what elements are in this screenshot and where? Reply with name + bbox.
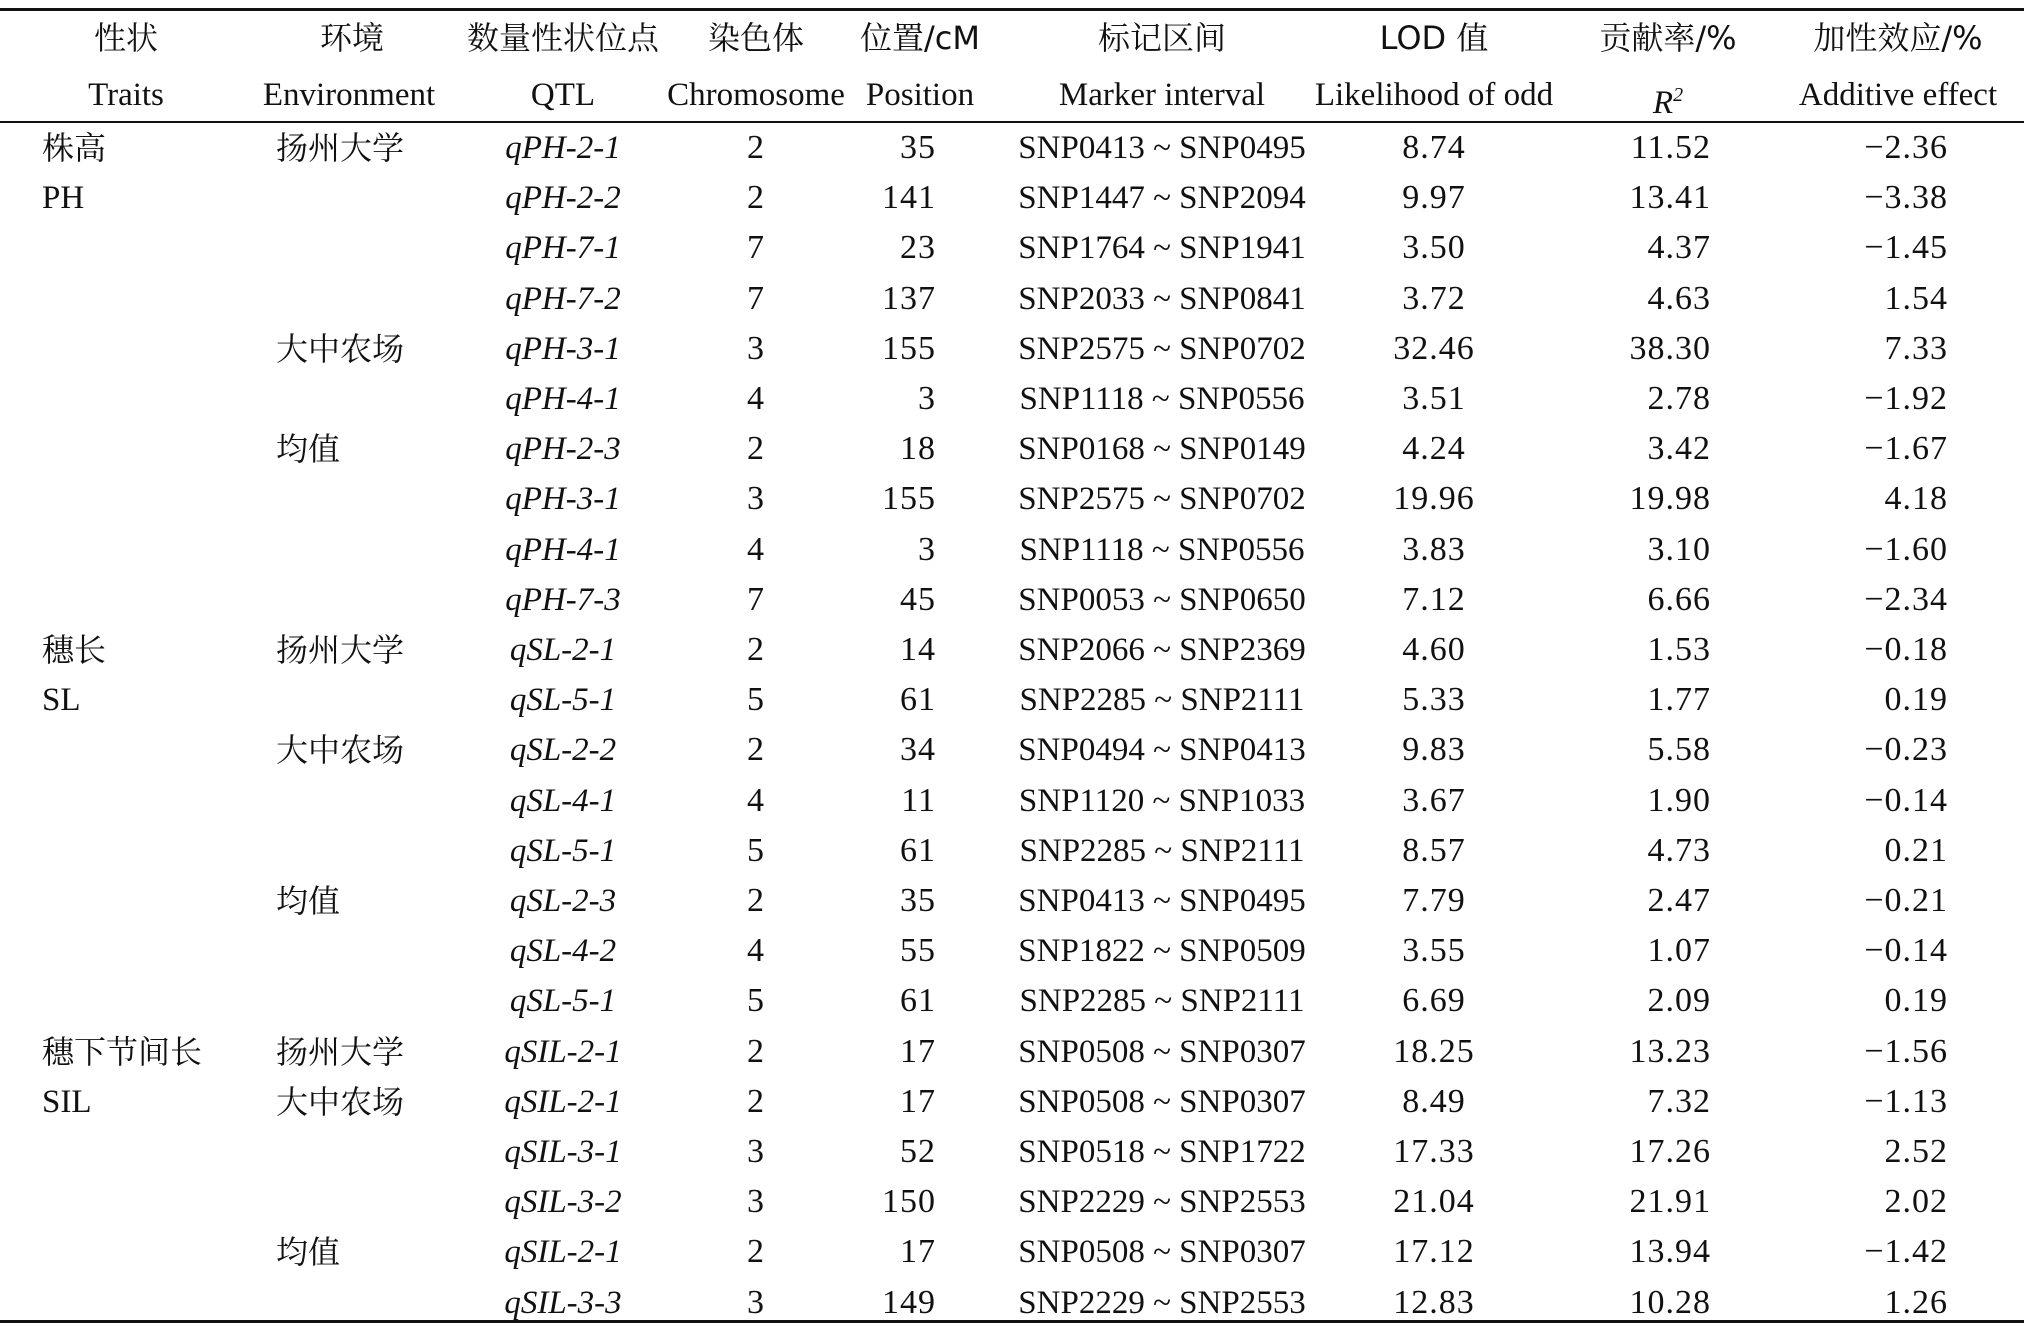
cell-marker: SNP0413 ~ SNP0495 [1018,130,1306,166]
header-chromosome-zh: 染色体 [707,19,805,57]
cell-lod: 4.60 [1402,631,1466,668]
cell-lod: 3.51 [1402,380,1466,417]
cell-qtl: qSL-2-3 [509,883,617,919]
cell-marker: SNP0494 ~ SNP0413 [1018,732,1306,768]
cell-position: 45 [900,581,936,618]
cell-r2: 21.91 [1629,1183,1711,1220]
header-r2-symbol: R [1652,85,1674,121]
cell-qtl: qPH-3-1 [505,481,621,517]
cell-additive: −1.45 [1864,229,1948,266]
cell-qtl: qPH-4-1 [505,532,621,568]
cell-additive: −1.67 [1864,430,1948,467]
cell-trait-abbr: PH [42,180,85,216]
cell-r2: 10.28 [1629,1284,1711,1321]
cell-additive: 2.52 [1884,1133,1948,1170]
cell-position: 155 [882,480,936,517]
cell-trait-abbr: SL [42,682,81,718]
cell-r2: 1.90 [1647,782,1711,819]
cell-chromosome: 5 [747,982,765,1019]
cell-lod: 3.72 [1402,280,1466,317]
cell-lod: 3.50 [1402,229,1466,266]
header-r2-zh: 贡献率/% [1599,19,1737,57]
cell-position: 61 [900,681,936,718]
cell-r2: 13.23 [1629,1033,1711,1070]
cell-chromosome: 2 [747,631,765,668]
header-environment-en: Environment [262,77,436,113]
cell-r2: 2.78 [1647,380,1711,417]
cell-marker: SNP2229 ~ SNP2553 [1018,1285,1306,1321]
header-qtl-zh: 数量性状位点 [466,19,660,57]
cell-r2: 11.52 [1630,129,1711,166]
header-r2-en [1653,70,1683,120]
cell-r2: 1.53 [1647,631,1711,668]
cell-qtl: qSL-5-1 [509,833,617,869]
cell-r2: 3.42 [1647,430,1711,467]
cell-r2: 19.98 [1629,480,1711,517]
cell-additive: 7.33 [1884,330,1948,367]
cell-position: 61 [900,832,936,869]
cell-qtl: qPH-7-3 [505,582,621,618]
cell-chromosome: 2 [747,1033,765,1070]
cell-qtl: qSIL-3-2 [504,1184,622,1220]
cell-r2: 6.66 [1647,581,1711,618]
cell-environment: 大中农场 [276,330,405,368]
cell-chromosome: 7 [747,229,765,266]
cell-additive: −1.42 [1864,1233,1948,1270]
cell-additive: −0.14 [1864,932,1948,969]
cell-qtl: qPH-7-1 [505,230,621,266]
cell-marker: SNP0508 ~ SNP0307 [1018,1084,1306,1120]
cell-position: 34 [900,731,936,768]
header-position-zh: 位置/cM [860,19,980,57]
cell-r2: 13.94 [1629,1233,1711,1270]
table-bottom-rule [0,1320,2024,1323]
cell-qtl: qSL-4-1 [509,783,617,819]
cell-marker: SNP0508 ~ SNP0307 [1018,1034,1306,1070]
cell-marker: SNP1120 ~ SNP1033 [1018,783,1306,819]
cell-position: 61 [900,982,936,1019]
cell-chromosome: 4 [747,782,765,819]
cell-lod: 21.04 [1393,1183,1475,1220]
cell-marker: SNP2033 ~ SNP0841 [1018,281,1306,317]
cell-additive: 0.21 [1884,832,1948,869]
cell-lod: 17.33 [1393,1133,1475,1170]
cell-marker: SNP1447 ~ SNP2094 [1018,180,1306,216]
header-qtl-en: QTL [530,77,596,113]
cell-additive: 1.54 [1884,280,1948,317]
cell-trait: 穗下节间长 [42,1033,203,1071]
header-r2-superscript: 2 [1673,84,1684,106]
cell-position: 17 [900,1033,936,1070]
cell-environment: 均值 [276,882,341,920]
cell-qtl: qPH-3-1 [505,331,621,367]
cell-marker: SNP2285 ~ SNP2111 [1019,833,1305,869]
cell-qtl: qSL-2-2 [509,732,617,768]
cell-position: 17 [900,1233,936,1270]
cell-marker: SNP2575 ~ SNP0702 [1018,481,1306,517]
cell-qtl: qSIL-2-1 [504,1234,622,1270]
cell-lod: 9.97 [1402,179,1466,216]
cell-qtl: qSIL-3-1 [504,1134,622,1170]
cell-qtl: qPH-2-2 [505,180,621,216]
cell-position: 141 [882,179,936,216]
cell-additive: −1.60 [1864,531,1948,568]
cell-additive: 1.26 [1884,1284,1948,1321]
header-traits-en: Traits [88,77,164,113]
cell-trait-abbr: SIL [42,1084,92,1120]
cell-additive: −1.56 [1864,1033,1948,1070]
cell-trait: 穗长 [42,631,107,669]
cell-position: 3 [918,380,936,417]
cell-r2: 13.41 [1629,179,1711,216]
cell-chromosome: 7 [747,280,765,317]
cell-chromosome: 2 [747,179,765,216]
cell-chromosome: 3 [747,1133,765,1170]
cell-lod: 32.46 [1393,330,1475,367]
header-marker-zh: 标记区间 [1097,19,1227,57]
cell-position: 11 [901,782,936,819]
cell-chromosome: 7 [747,581,765,618]
cell-position: 149 [882,1284,936,1321]
cell-marker: SNP2229 ~ SNP2553 [1018,1184,1306,1220]
cell-r2: 4.73 [1647,832,1711,869]
cell-r2: 1.07 [1647,932,1711,969]
cell-environment: 均值 [276,1233,341,1271]
cell-r2: 38.30 [1629,330,1711,367]
cell-qtl: qSL-5-1 [509,983,617,1019]
cell-r2: 1.77 [1647,681,1711,718]
cell-additive: −0.18 [1864,631,1948,668]
cell-chromosome: 2 [747,882,765,919]
cell-marker: SNP0168 ~ SNP0149 [1018,431,1306,467]
cell-additive: 0.19 [1884,982,1948,1019]
cell-marker: SNP2285 ~ SNP2111 [1019,983,1305,1019]
cell-lod: 9.83 [1402,731,1466,768]
header-additive-zh: 加性效应/% [1813,19,1983,57]
cell-qtl: qSIL-2-1 [504,1084,622,1120]
cell-position: 150 [882,1183,936,1220]
cell-marker: SNP2066 ~ SNP2369 [1018,632,1306,668]
cell-additive: 4.18 [1884,480,1948,517]
cell-lod: 18.25 [1393,1033,1475,1070]
cell-r2: 3.10 [1647,531,1711,568]
cell-marker: SNP1118 ~ SNP0556 [1019,532,1305,568]
cell-qtl: qPH-2-3 [505,431,621,467]
cell-marker: SNP0518 ~ SNP1722 [1018,1134,1306,1170]
cell-environment: 大中农场 [276,731,405,769]
cell-marker: SNP0053 ~ SNP0650 [1018,582,1306,618]
cell-position: 18 [900,430,936,467]
cell-r2: 17.26 [1629,1133,1711,1170]
cell-environment: 大中农场 [276,1083,405,1121]
cell-qtl: qSL-5-1 [509,682,617,718]
cell-marker: SNP1118 ~ SNP0556 [1019,381,1305,417]
cell-additive: 2.02 [1884,1183,1948,1220]
cell-position: 35 [900,882,936,919]
cell-position: 14 [900,631,936,668]
cell-lod: 8.74 [1402,129,1466,166]
cell-lod: 3.83 [1402,531,1466,568]
cell-lod: 6.69 [1402,982,1466,1019]
header-chromosome-en: Chromosome [667,77,845,113]
cell-marker: SNP0413 ~ SNP0495 [1018,883,1306,919]
cell-additive: 0.19 [1884,681,1948,718]
cell-qtl: qPH-2-1 [505,130,621,166]
cell-additive: −0.21 [1864,882,1948,919]
cell-chromosome: 4 [747,380,765,417]
cell-environment: 扬州大学 [276,1033,405,1071]
cell-marker: SNP2575 ~ SNP0702 [1018,331,1306,367]
cell-qtl: qSL-2-1 [509,632,617,668]
cell-chromosome: 3 [747,330,765,367]
cell-position: 3 [918,531,936,568]
cell-additive: −2.34 [1864,581,1948,618]
header-lod-zh: LOD 值 [1379,19,1489,57]
cell-marker: SNP0508 ~ SNP0307 [1018,1234,1306,1270]
cell-chromosome: 2 [747,1083,765,1120]
table-top-rule [0,8,2024,11]
cell-chromosome: 3 [747,1284,765,1321]
cell-position: 35 [900,129,936,166]
cell-chromosome: 2 [747,731,765,768]
cell-position: 52 [900,1133,936,1170]
cell-lod: 4.24 [1402,430,1466,467]
cell-r2: 2.47 [1647,882,1711,919]
header-environment-zh: 环境 [319,19,385,57]
cell-position: 137 [882,280,936,317]
cell-r2: 2.09 [1647,982,1711,1019]
cell-lod: 17.12 [1393,1233,1475,1270]
cell-lod: 8.57 [1402,832,1466,869]
cell-environment: 扬州大学 [276,129,405,167]
cell-r2: 4.37 [1647,229,1711,266]
cell-chromosome: 5 [747,681,765,718]
cell-marker: SNP1764 ~ SNP1941 [1018,230,1306,266]
cell-chromosome: 2 [747,1233,765,1270]
cell-r2: 4.63 [1647,280,1711,317]
cell-qtl: qPH-7-2 [505,281,621,317]
cell-qtl: qSIL-2-1 [504,1034,622,1070]
cell-lod: 7.12 [1402,581,1466,618]
cell-marker: SNP2285 ~ SNP2111 [1019,682,1305,718]
cell-qtl: qSL-4-2 [509,933,617,969]
cell-lod: 5.33 [1402,681,1466,718]
header-position-en: Position [865,77,975,113]
cell-environment: 均值 [276,430,341,468]
cell-position: 23 [900,229,936,266]
cell-lod: 3.55 [1402,932,1466,969]
cell-position: 55 [900,932,936,969]
cell-trait: 株高 [42,129,107,167]
cell-chromosome: 2 [747,129,765,166]
cell-additive: −1.92 [1864,380,1948,417]
header-additive-en: Additive effect [1798,77,1998,113]
cell-additive: −1.13 [1864,1083,1948,1120]
cell-lod: 12.83 [1393,1284,1475,1321]
cell-position: 155 [882,330,936,367]
cell-lod: 8.49 [1402,1083,1466,1120]
cell-r2: 7.32 [1647,1083,1711,1120]
cell-position: 17 [900,1083,936,1120]
cell-qtl: qPH-4-1 [505,381,621,417]
cell-additive: −3.38 [1864,179,1948,216]
cell-chromosome: 5 [747,832,765,869]
cell-additive: −0.14 [1864,782,1948,819]
header-marker-en: Marker interval [1058,77,1266,113]
cell-chromosome: 2 [747,430,765,467]
cell-additive: −2.36 [1864,129,1948,166]
cell-additive: −0.23 [1864,731,1948,768]
cell-chromosome: 3 [747,480,765,517]
cell-lod: 19.96 [1393,480,1475,517]
header-lod-en: Likelihood of odd [1314,77,1554,113]
cell-lod: 7.79 [1402,882,1466,919]
cell-lod: 3.67 [1402,782,1466,819]
cell-qtl: qSIL-3-3 [504,1285,622,1321]
header-traits-zh: 性状 [93,19,159,57]
cell-marker: SNP1822 ~ SNP0509 [1018,933,1306,969]
cell-environment: 扬州大学 [276,631,405,669]
cell-r2: 5.58 [1647,731,1711,768]
cell-chromosome: 4 [747,531,765,568]
cell-chromosome: 3 [747,1183,765,1220]
cell-chromosome: 4 [747,932,765,969]
